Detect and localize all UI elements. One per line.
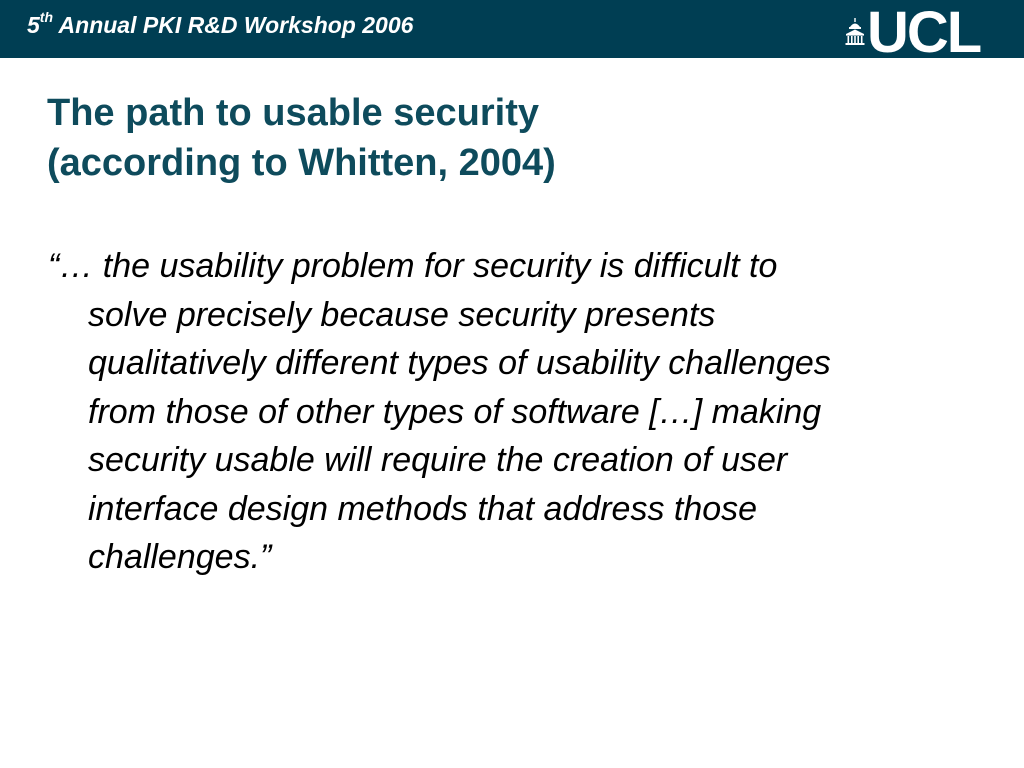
slide-title-line-1: The path to usable security	[47, 92, 539, 134]
quote-line: qualitatively different types of usability challenges	[88, 344, 831, 382]
ucl-logo-text: UCL	[867, 0, 981, 65]
header-bar	[0, 0, 1024, 65]
workshop-title	[27, 10, 413, 40]
quote-line: interface design methods that address those	[88, 489, 758, 528]
slide-title-line-2: (according to Whitten, 2004)	[47, 142, 556, 184]
quote-line: security usable will require the creation of user	[88, 441, 788, 479]
portico-icon	[845, 18, 865, 48]
quote-line: “… the usability problem for security is difficult to	[48, 247, 778, 285]
quote-line: from those of other types of software […] making	[88, 392, 822, 431]
ucl-logo	[845, 0, 995, 65]
quote-line: solve precisely because security presents	[88, 295, 716, 334]
workshop-ordinal-suffix: th	[39, 9, 54, 26]
slide-title	[47, 88, 556, 188]
workshop-ordinal: 5	[27, 12, 40, 38]
whitten-quote	[48, 242, 978, 582]
quote-line: challenges.”	[88, 538, 272, 576]
workshop-title-text: Annual PKI R&D Workshop 2006	[53, 12, 414, 38]
